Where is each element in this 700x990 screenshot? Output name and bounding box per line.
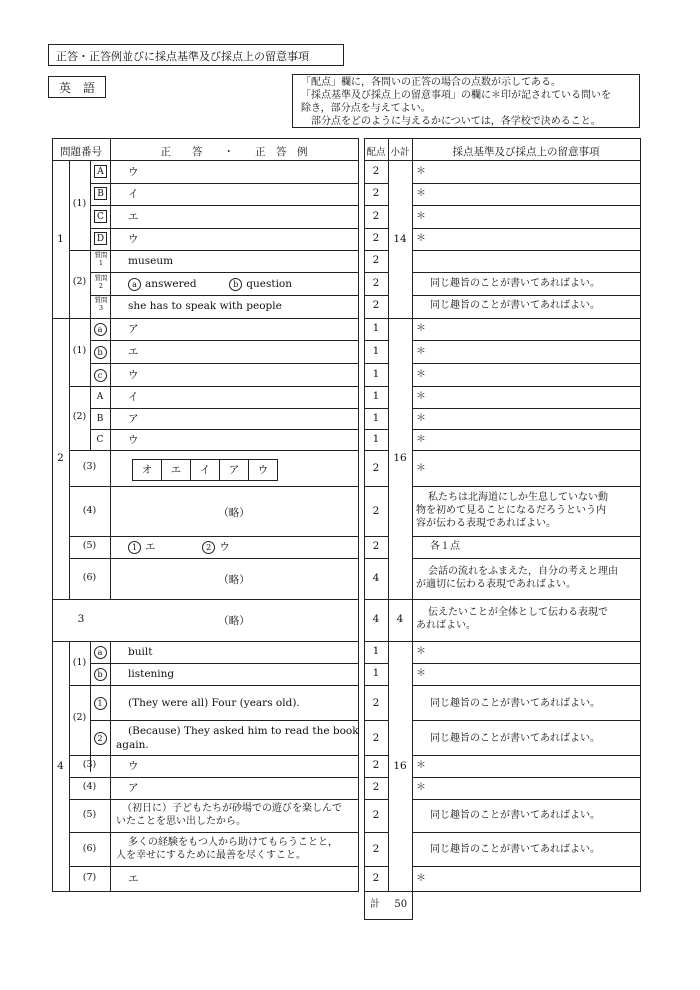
q4-3-points: 2 [372, 759, 380, 771]
q2-2-points-a: 1 [372, 390, 380, 402]
subject-label: 英 語 [48, 76, 106, 98]
q2-6-note: 会話の流れをふまえた，自分の考えと理由 が適切に伝わる表現であればよい。 [416, 566, 618, 590]
col-header-answer: 正 答 ・ 正 答 例 [160, 146, 308, 158]
q2-1-points-c: 1 [372, 368, 380, 380]
question-number-1: 1 [57, 233, 64, 245]
circled-letter-a: a [128, 278, 141, 291]
col-header-subtotal: 小計 [390, 147, 410, 158]
q3-points: 4 [372, 613, 380, 625]
q2-4-answer: （略） [218, 507, 250, 519]
total-value: 50 [394, 899, 408, 910]
q2-1-points-a: 1 [372, 322, 380, 334]
q1-1-note-b: ＊ [416, 188, 426, 199]
q4-2-label-2: 2 [94, 732, 107, 745]
document-title: 正答・正答例並びに採点基準及び採点上の留意事項 [48, 44, 344, 66]
q1-subtotal: 14 [393, 233, 407, 245]
q4-7-note: ＊ [416, 873, 426, 884]
q3-answer: （略） [218, 615, 250, 627]
q2-2-label-a: A [96, 392, 104, 402]
q1-1-label-b: B [94, 187, 107, 200]
q2-1-answer-b: エ [128, 346, 139, 358]
q4-4-points: 2 [372, 781, 380, 793]
instruction-line-2: 「採点基準及び採点上の留意事項」の欄に＊印が記されている問いを [301, 90, 611, 101]
circled-number-1: 1 [128, 541, 141, 554]
q1-1-note-c: ＊ [416, 211, 426, 222]
q4-part-7-number: (7) [82, 872, 97, 883]
q2-3-note: ＊ [416, 463, 426, 474]
q4-5-answer: （初日に）子どもたちが砂場での遊びを楽しんで いたことを思い出したから。 [116, 803, 342, 827]
sequence-item-4: ア [220, 460, 249, 480]
col-header-number: 問題番号 [60, 146, 102, 158]
q4-1-label-b: b [94, 668, 107, 681]
q4-subtotal: 16 [393, 760, 407, 772]
q2-3-sequence-box [132, 459, 278, 481]
q3-note: 伝えたいことが全体として伝わる表現で あればよい。 [416, 607, 608, 631]
q1-2-points-3: 2 [372, 299, 380, 311]
q2-2-answer-b: ア [128, 413, 139, 425]
q2-2-label-c: C [96, 435, 104, 445]
q4-part-1-number: (1) [72, 657, 87, 668]
q4-1-answer-b: listening [128, 668, 175, 680]
q1-2-points-2: 2 [372, 277, 380, 289]
q4-3-note: ＊ [416, 760, 426, 771]
q1-2-note-2: 同じ趣旨のことが書いてあればよい。 [430, 278, 600, 289]
q2-part-5-number: (5) [82, 540, 97, 551]
q2-6-points: 4 [372, 572, 380, 584]
col-header-points: 配点 [366, 147, 386, 158]
q4-part-4-number: (4) [82, 781, 97, 792]
total-row [370, 898, 407, 912]
q4-2-points-1: 2 [372, 697, 380, 709]
q4-part-6-number: (6) [82, 843, 97, 854]
q4-2-answer-1: (They were all) Four (years old). [128, 697, 300, 709]
q1-1-answer-c: エ [128, 211, 139, 223]
q1-2-note-3: 同じ趣旨のことが書いてあればよい。 [430, 300, 600, 311]
q1-1-points-d: 2 [372, 232, 380, 244]
q4-4-note: ＊ [416, 782, 426, 793]
q1-1-answer-b: イ [128, 188, 139, 200]
q2-subtotal: 16 [393, 452, 407, 464]
q2-5-note: 各１点 [430, 541, 460, 552]
q1-1-note-d: ＊ [416, 233, 426, 244]
q2-4-note: 私たちは北海道にしか生息していない動 物を初めて見ることになるだろうという内 容が伝わる表現であればよい。 [416, 492, 608, 529]
q4-2-answer-2: (Because) They asked him to read the book again. [116, 725, 359, 751]
q1-1-note-a: ＊ [416, 166, 426, 177]
q1-1-points-c: 2 [372, 210, 380, 222]
q1-2-label-1: 質問 1 [94, 251, 108, 267]
sequence-item-1: オ [133, 460, 162, 480]
q1-2-label-3: 質問 3 [94, 296, 108, 312]
q4-5-note: 同じ趣旨のことが書いてあればよい。 [430, 810, 600, 821]
q2-2-note-b: ＊ [416, 413, 426, 424]
question-number-3: 3 [77, 613, 85, 625]
q4-1-label-a: a [94, 646, 107, 659]
instruction-line-1: 「配点」欄に，各問いの正答の場合の点数が示してある。 [301, 77, 561, 88]
q4-6-answer: 多くの経験をもつ人から助けてもらうことと， 人を幸せにするために最善を尽くすこと。 [116, 837, 338, 861]
q2-3-points: 2 [372, 462, 380, 474]
circled-number-2: 2 [202, 541, 215, 554]
col-header-criteria: 採点基準及び採点上の留意事項 [452, 146, 600, 158]
total-label: 計 [370, 899, 380, 910]
sequence-item-2: エ [162, 460, 191, 480]
q1-1-label-c: C [94, 210, 107, 223]
q1-part-1-number: (1) [72, 198, 87, 209]
q1-1-answer-a: ウ [128, 166, 139, 178]
q2-5-answer: 1 エ 2 ウ [128, 540, 230, 554]
q4-1-note-a: ＊ [416, 646, 426, 657]
instruction-line-3: 除き，部分点を与えてよい。 [301, 103, 431, 114]
q2-part-3-number: (3) [82, 461, 97, 472]
q4-1-answer-a: built [128, 646, 153, 658]
q4-2-label-1: 1 [94, 697, 107, 710]
q2-part-1-number: (1) [72, 345, 87, 356]
q2-2-note-c: ＊ [416, 434, 426, 445]
sequence-item-5: ウ [257, 464, 269, 476]
q1-1-label-d: D [94, 232, 107, 245]
q3-subtotal: 4 [396, 613, 404, 625]
instruction-line-4: 部分点をどのように与えるかについては，各学校で決めること。 [311, 116, 601, 127]
q1-2-answer-2: a answered b question [128, 277, 292, 291]
q2-2-note-a: ＊ [416, 391, 426, 402]
q1-2-label-2: 質問 2 [94, 274, 108, 290]
q4-1-points-a: 1 [372, 645, 380, 657]
q2-2-points-c: 1 [372, 433, 380, 445]
q4-6-note: 同じ趣旨のことが書いてあればよい。 [430, 844, 600, 855]
q2-part-4-number: (4) [82, 505, 97, 516]
q1-part-2-number: (2) [72, 276, 87, 287]
q2-1-answer-c: ウ [128, 369, 139, 381]
q2-2-label-b: B [96, 414, 104, 424]
q2-part-6-number: (6) [82, 572, 97, 583]
q4-5-points: 2 [372, 809, 380, 821]
q4-2-note-1: 同じ趣旨のことが書いてあればよい。 [430, 698, 600, 709]
q2-2-points-b: 1 [372, 412, 380, 424]
q1-1-answer-d: ウ [128, 233, 139, 245]
q2-1-label-c: c [94, 369, 107, 382]
q1-1-points-a: 2 [372, 165, 380, 177]
question-number-2: 2 [57, 452, 64, 464]
q2-1-label-a: a [94, 323, 107, 336]
q1-2-answer-3: she has to speak with people [128, 300, 282, 312]
q1-1-label-a: A [94, 165, 107, 178]
q2-1-label-b: b [94, 346, 107, 359]
q2-2-answer-c: ウ [128, 434, 139, 446]
q2-2-answer-a: イ [128, 391, 139, 403]
q4-1-note-b: ＊ [416, 668, 426, 679]
q4-3-answer: ウ [128, 760, 139, 772]
sequence-item-3: イ [191, 460, 220, 480]
q2-4-points: 2 [372, 505, 380, 517]
q1-2-answer-1: museum [128, 255, 174, 267]
q4-1-points-b: 1 [372, 667, 380, 679]
q1-1-points-b: 2 [372, 187, 380, 199]
q2-5-points: 2 [372, 540, 380, 552]
circled-letter-b: b [229, 278, 242, 291]
q2-part-2-number: (2) [72, 411, 87, 422]
q2-1-note-b: ＊ [416, 346, 426, 357]
q2-1-note-c: ＊ [416, 369, 426, 380]
q2-6-answer: （略） [218, 574, 250, 586]
q2-1-note-a: ＊ [416, 323, 426, 334]
q4-4-answer: ア [128, 782, 139, 794]
q4-2-note-2: 同じ趣旨のことが書いてあればよい。 [430, 733, 600, 744]
question-number-4: 4 [57, 760, 64, 772]
q4-part-2-number: (2) [72, 712, 87, 723]
q4-2-points-2: 2 [372, 732, 380, 744]
q2-1-answer-a: ア [128, 323, 139, 335]
q4-7-answer: エ [128, 873, 139, 885]
q4-part-3-number: (3) [82, 759, 97, 770]
q4-7-points: 2 [372, 872, 380, 884]
q4-part-5-number: (5) [82, 809, 97, 820]
q1-2-points-1: 2 [372, 254, 380, 266]
q4-6-points: 2 [372, 843, 380, 855]
q2-1-points-b: 1 [372, 345, 380, 357]
